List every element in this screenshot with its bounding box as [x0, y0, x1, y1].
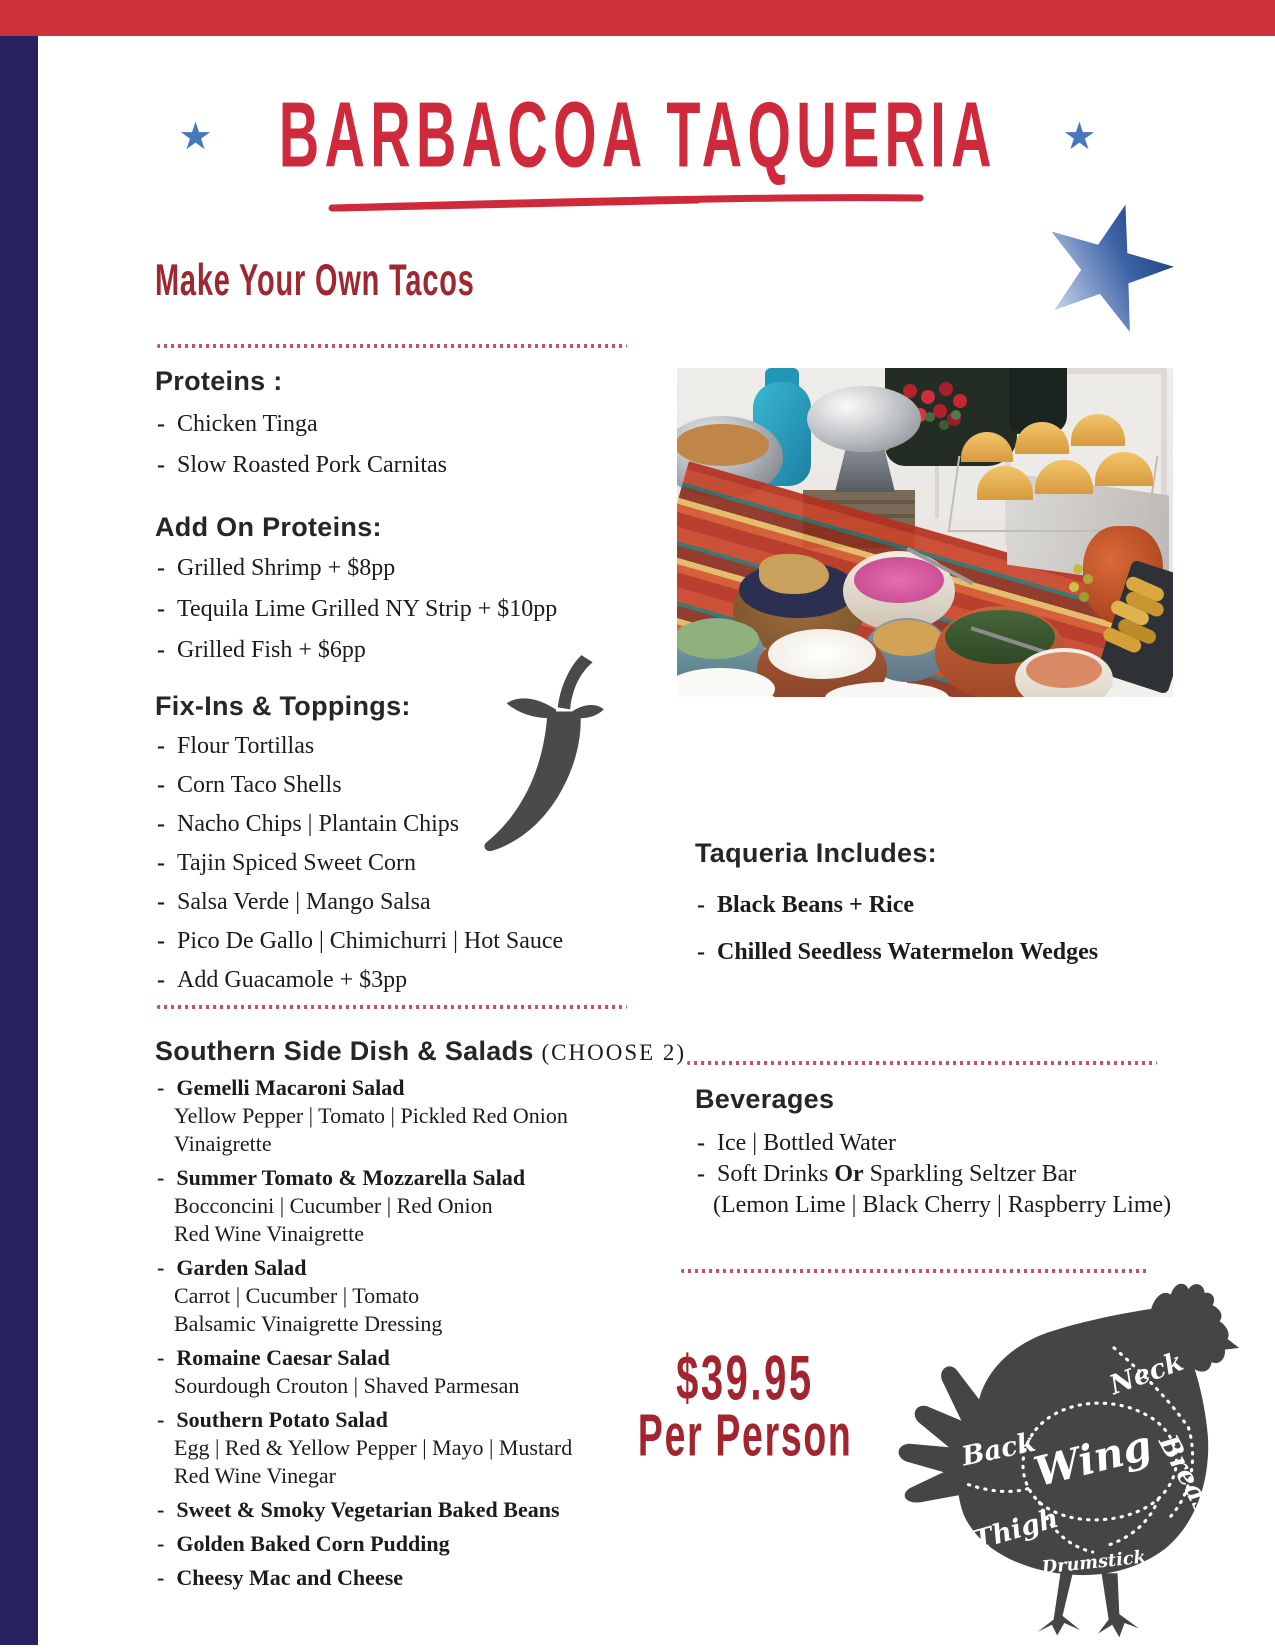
- photo-pico-de-gallo: [1026, 652, 1102, 688]
- chicken-cuts-diagram: [885, 1252, 1240, 1647]
- item-text: Black Beans + Rice: [717, 892, 915, 918]
- side-name: [157, 1406, 572, 1434]
- side-detail: Carrot | Cucumber | Tomato: [174, 1283, 420, 1308]
- side-detail: Red Wine Vinaigrette: [174, 1221, 365, 1246]
- big-blue-star-icon: [1022, 180, 1191, 357]
- side-item: [157, 1530, 572, 1558]
- side-detail: Red Wine Vinegar: [174, 1463, 336, 1488]
- list-item: [157, 589, 557, 630]
- photo-flower-greens: [925, 412, 935, 422]
- item-text: Grilled Fish + $6pp: [177, 637, 366, 663]
- side-item: [157, 1564, 572, 1592]
- includes-heading: Taqueria Includes:: [695, 838, 937, 868]
- bullet: -: [157, 733, 165, 759]
- list-item: [157, 961, 563, 1000]
- bullet: -: [157, 1565, 165, 1590]
- side-item: [157, 1074, 572, 1158]
- side-name: [157, 1254, 572, 1282]
- section-title-make-your-own-tacos: Make Your Own Tacos: [155, 256, 475, 306]
- photo-cucumber-salad: [677, 619, 759, 659]
- bullet: -: [157, 772, 165, 798]
- bullet: -: [157, 1497, 165, 1522]
- bullet: -: [157, 889, 165, 915]
- list-item: [157, 883, 563, 922]
- side-name: [157, 1344, 572, 1372]
- photo-tan-chips: [759, 554, 829, 594]
- list-item: [157, 548, 557, 589]
- item-text: Summer Tomato & Mozzarella Salad: [176, 1165, 526, 1190]
- list-item: [697, 937, 1098, 967]
- item-text: Chilled Seedless Watermelon Wedges: [717, 939, 1099, 965]
- side-detail: Yellow Pepper | Tomato | Pickled Red Onion: [174, 1103, 568, 1128]
- proteins-heading: Proteins :: [155, 366, 283, 396]
- item-text: Tequila Lime Grilled NY Strip + $10pp: [177, 596, 558, 622]
- item-text: Slow Roasted Pork Carnitas: [177, 452, 447, 478]
- sides-heading: [155, 1036, 686, 1067]
- item-text: Golden Baked Corn Pudding: [176, 1531, 450, 1556]
- price-unit: Per Person: [637, 1403, 853, 1470]
- bullet: -: [157, 1255, 165, 1280]
- item-text: Sparkling Seltzer Bar: [863, 1161, 1077, 1187]
- item-text: Salsa Verde | Mango Salsa: [177, 889, 431, 915]
- diagram-label-drumstick: Drumstick: [1040, 1546, 1147, 1579]
- list-item: [157, 922, 563, 961]
- buffet-photo: [677, 368, 1173, 697]
- bullet: -: [697, 892, 705, 918]
- bullet: -: [157, 967, 165, 993]
- photo-white-rice: [768, 629, 876, 679]
- diagram-label-thigh: Thigh: [969, 1502, 1062, 1557]
- side-detail: Vinaigrette: [174, 1131, 272, 1156]
- item-text-bold: Or: [834, 1161, 864, 1187]
- diagram-label-breast: Breast: [1152, 1430, 1226, 1532]
- title-underline-swash: [328, 192, 924, 214]
- bullet: -: [157, 452, 165, 478]
- left-navy-bar: [0, 36, 38, 1645]
- item-text: Pico De Gallo | Chimichurri | Hot Sauce: [177, 928, 564, 954]
- bullet: -: [157, 1165, 165, 1190]
- side-item: [157, 1254, 572, 1338]
- item-text: Sweet & Smoky Vegetarian Baked Beans: [176, 1497, 560, 1522]
- list-item: [697, 1190, 1171, 1221]
- side-detail: Sourdough Crouton | Shaved Parmesan: [174, 1373, 520, 1398]
- price-amount: $39.95: [676, 1341, 814, 1413]
- bullet: -: [157, 1075, 165, 1100]
- side-name: [157, 1496, 572, 1524]
- bullet: -: [157, 411, 165, 437]
- side-detail: Balsamic Vinaigrette Dressing: [174, 1311, 443, 1336]
- side-item: [157, 1496, 572, 1524]
- diagram-label-wing: Wing: [1029, 1420, 1157, 1497]
- fixins-heading: Fix-Ins & Toppings:: [155, 691, 411, 721]
- list-item: [697, 1128, 1171, 1159]
- item-text: Corn Taco Shells: [177, 772, 342, 798]
- list-item: [697, 890, 1098, 920]
- side-name: [157, 1074, 572, 1102]
- photo-steel-bowl-food: [677, 424, 769, 466]
- dotted-divider: [157, 344, 627, 348]
- includes-list: [697, 890, 1098, 984]
- item-text: Tajin Spiced Sweet Corn: [177, 850, 416, 876]
- side-name: [157, 1164, 572, 1192]
- price-block: [605, 1340, 885, 1470]
- sides-choose-note: (CHOOSE 2): [541, 1040, 687, 1065]
- bullet: -: [157, 1345, 165, 1370]
- side-name: [157, 1564, 572, 1592]
- bullet: -: [697, 939, 705, 965]
- bullet: -: [157, 596, 165, 622]
- item-text: Southern Potato Salad: [176, 1407, 388, 1432]
- photo-yellow-sprigs: [1073, 564, 1083, 574]
- dotted-divider: [687, 1061, 1157, 1065]
- chili-pepper-icon: [483, 650, 608, 860]
- item-text: Gemelli Macaroni Salad: [176, 1075, 405, 1100]
- list-item: [157, 404, 447, 445]
- item-text: Grilled Shrimp + $8pp: [177, 555, 396, 581]
- bullet: -: [157, 1407, 165, 1432]
- side-detail: Bocconcini | Cucumber | Red Onion: [174, 1193, 493, 1218]
- side-item: [157, 1406, 572, 1490]
- beverages-heading: Beverages: [695, 1084, 835, 1114]
- beverages-list: [697, 1128, 1171, 1221]
- item-text: Romaine Caesar Salad: [176, 1345, 390, 1370]
- top-red-bar: [0, 0, 1275, 36]
- item-text: Chicken Tinga: [177, 411, 318, 437]
- side-item: [157, 1164, 572, 1248]
- bullet: -: [157, 1531, 165, 1556]
- bullet: -: [157, 928, 165, 954]
- list-item: [697, 1159, 1171, 1190]
- item-text: Ice | Bottled Water: [717, 1130, 897, 1156]
- bullet: -: [157, 555, 165, 581]
- side-detail: Egg | Red & Yellow Pepper | Mayo | Mustard: [174, 1435, 573, 1460]
- sides-list: [157, 1074, 572, 1598]
- item-text: Flour Tortillas: [177, 733, 315, 759]
- bullet: -: [697, 1130, 705, 1156]
- item-text: Nacho Chips | Plantain Chips: [177, 811, 460, 837]
- diagram-label-back: Back: [959, 1426, 1039, 1473]
- page-title: BARBACOA TAQUERIA: [278, 83, 997, 188]
- item-text: Cheesy Mac and Cheese: [176, 1565, 404, 1590]
- bullet: -: [157, 850, 165, 876]
- item-text: (Lemon Lime | Black Cherry | Raspberry Lime): [713, 1192, 1172, 1218]
- photo-chafing-dish: [807, 386, 921, 452]
- proteins-list: [157, 404, 447, 486]
- bullet: -: [157, 811, 165, 837]
- side-item: [157, 1344, 572, 1400]
- bullet: -: [697, 1161, 705, 1187]
- addons-heading: Add On Proteins:: [155, 512, 382, 542]
- title-row: [0, 83, 1275, 188]
- dotted-divider: [157, 1005, 627, 1009]
- bullet: -: [157, 637, 165, 663]
- item-text: Garden Salad: [176, 1255, 307, 1280]
- photo-corn-salsa: [873, 620, 941, 656]
- star-left-icon: ★: [178, 113, 213, 158]
- diagram-label-neck: Neck: [1105, 1346, 1188, 1402]
- item-text: Soft Drinks: [717, 1161, 835, 1187]
- side-name: [157, 1530, 572, 1558]
- sides-heading-text: Southern Side Dish & Salads: [155, 1036, 534, 1066]
- photo-pickled-onions: [854, 557, 944, 603]
- star-right-icon: ★: [1062, 113, 1097, 158]
- item-text: Add Guacamole + $3pp: [177, 967, 408, 993]
- list-item: [157, 445, 447, 486]
